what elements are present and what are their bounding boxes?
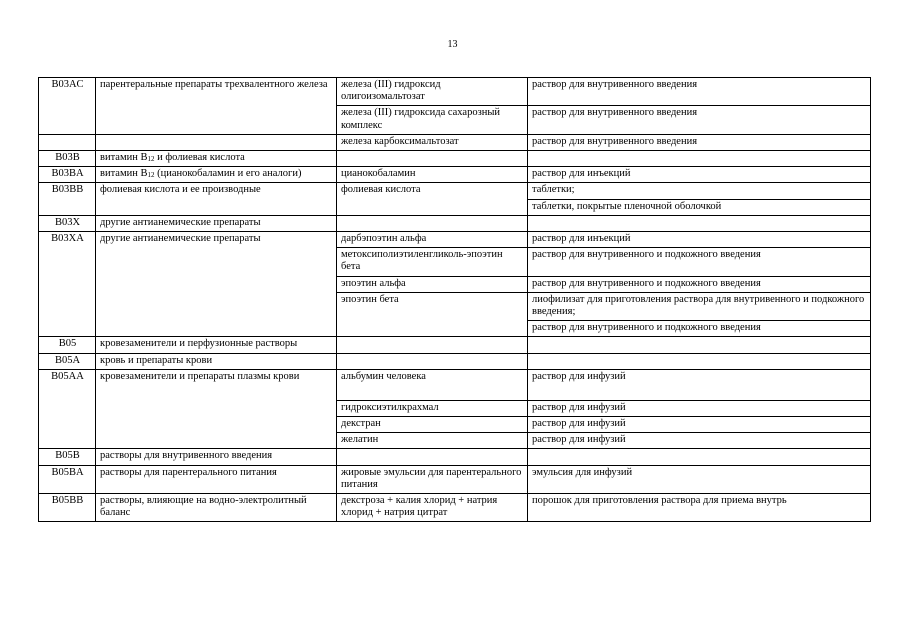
atc-code: B03BB [39,183,96,215]
table-row [39,215,871,231]
atc-code: B05A [39,353,96,369]
drug-name: дарбэпоэтин альфа [337,232,528,248]
dosage-form: раствор для внутривенного введения [528,134,871,150]
drug-name: декстроза + калия хлорид + натрия хлорид + натрия цитрат [337,494,528,522]
atc-group-name: растворы для внутривенного введения [96,449,337,465]
dosage-form: раствор для инъекций [528,232,871,248]
dosage-form-empty [528,215,871,231]
dosage-form: раствор для внутривенного и подкожного введения [528,248,871,276]
dosage-form: эмульсия для инфузий [528,465,871,493]
drug-name: жировые эмульсии для парентерального питания [337,465,528,493]
drug-name: альбумин человека [337,369,528,400]
atc-code: B05B [39,449,96,465]
dosage-form: раствор для внутривенного и подкожного введения [528,276,871,292]
dosage-form-empty [528,449,871,465]
table-row [39,167,871,183]
dosage-form: раствор для внутривенного введения [528,78,871,106]
atc-code: B03BA [39,167,96,183]
atc-group-name-empty [96,134,337,150]
atc-group-name: кровезаменители и перфузионные растворы [96,337,337,353]
table-row [39,134,871,150]
atc-group-name: фолиевая кислота и ее производные [96,183,337,215]
drug-name: железа карбоксимальтозат [337,134,528,150]
drug-name: железа (III) гидроксида сахарозный комплекс [337,106,528,134]
dosage-form: раствор для инфузий [528,433,871,449]
table-row [39,183,871,199]
atc-group-name: другие антианемические препараты [96,215,337,231]
drug-name-empty [337,353,528,369]
drug-name-empty [337,449,528,465]
page-number: 13 [447,39,458,50]
dosage-form-empty [528,337,871,353]
table-row [39,465,871,493]
table-row [39,369,871,400]
dosage-form: порошок для приготовления раствора для приема внутрь [528,494,871,522]
atc-code: B05AA [39,369,96,449]
drug-name: эпоэтин бета [337,292,528,337]
atc-code: B05BB [39,494,96,522]
atc-group-name: растворы для парентерального питания [96,465,337,493]
atc-group-name: парентеральные препараты трехвалентного железа [96,78,337,135]
table-row [39,151,871,167]
table-row [39,494,871,522]
table-row [39,337,871,353]
drug-name: цианокобаламин [337,167,528,183]
table-row [39,353,871,369]
dosage-form: раствор для инъекций [528,167,871,183]
atc-group-name: кровь и препараты крови [96,353,337,369]
dosage-form-empty [528,353,871,369]
atc-group-name: кровезаменители и препараты плазмы крови [96,369,337,449]
drug-name: метоксиполиэтиленгликоль-эпоэтин бета [337,248,528,276]
drug-name: декстран [337,417,528,433]
table-row [39,449,871,465]
drug-name: железа (III) гидроксид олигоизомальтозат [337,78,528,106]
atc-group-name: другие антианемические препараты [96,232,337,337]
dosage-form: раствор для внутривенного введения [528,106,871,134]
atc-drug-table [38,77,871,522]
drug-name-empty [337,337,528,353]
atc-code: B05BA [39,465,96,493]
dosage-form-empty [528,151,871,167]
atc-group-name: растворы, влияющие на водно-электролитный баланс [96,494,337,522]
drug-name-empty [337,215,528,231]
drug-name-empty [337,151,528,167]
atc-group-name: витамин $B_{12}$ (цианокобаламин и его аналоги) [96,167,337,183]
dosage-form: лиофилизат для приготовления раствора для внутривенного и подкожного введения; [528,292,871,320]
dosage-form: таблетки; [528,183,871,199]
dosage-form: раствор для инфузий [528,400,871,416]
drug-name: эпоэтин альфа [337,276,528,292]
dosage-form: раствор для инфузий [528,417,871,433]
atc-code: B03X [39,215,96,231]
drug-name: желатин [337,433,528,449]
drug-name: гидроксиэтилкрахмал [337,400,528,416]
table-row [39,78,871,106]
atc-code: B03AC [39,78,96,135]
drug-name: фолиевая кислота [337,183,528,215]
atc-group-name: витамин $B_{12}$ и фолиевая кислота [96,151,337,167]
dosage-form: раствор для инфузий [528,369,871,400]
atc-code: B03XA [39,232,96,337]
atc-code-empty [39,134,96,150]
table-row [39,232,871,248]
dosage-form: раствор для внутривенного и подкожного введения [528,321,871,337]
atc-code: B05 [39,337,96,353]
atc-code: B03B [39,151,96,167]
dosage-form: таблетки, покрытые пленочной оболочкой [528,199,871,215]
